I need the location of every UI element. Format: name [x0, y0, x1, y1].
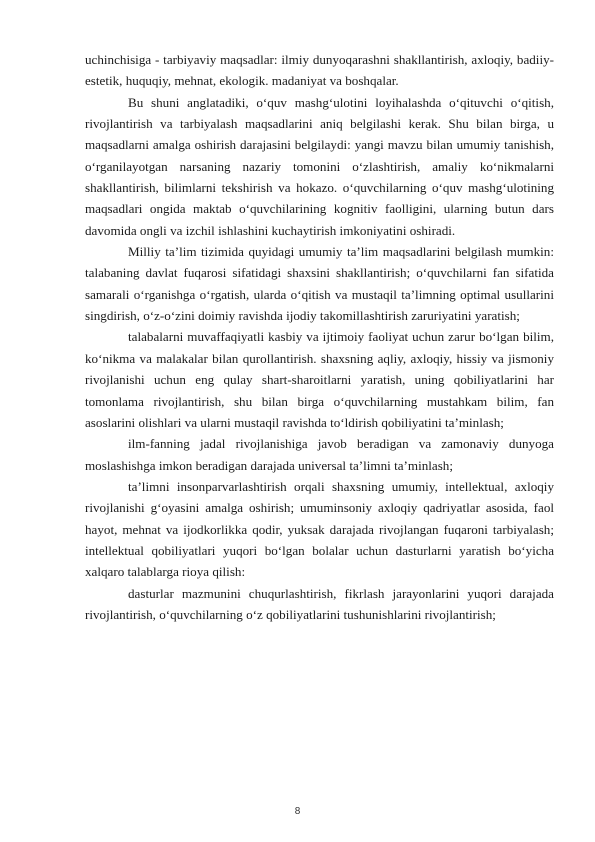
paragraph-student-skills: talabalarni muvaffaqiyatli kasbiy va ijtimoiy faoliyat uchun zarur bo‘lgan bilim, ko‘nikma va malakalar bilan qurollantirish. shaxsning aqliy, axloqiy, hissiy va jismoniy rivojlanishi uchun eng qulay shart-sharoitlarni yaratish, uning qobiliyatlarini har tomonlama rivojlantirish, shu bilan birga o‘quvchilarning mustahkam bilim, fan asoslarini olishlari va ularni mustaqil ravishda to‘ldirish qobiliyatini ta’minlash;	[85, 329, 554, 430]
document-body	[85, 49, 554, 625]
paragraph-national-education-goals: Milliy ta’lim tizimida quyidagi umumiy ta’lim maqsadlarini belgilash mumkin: talabaning davlat fuqarosi sifatidagi shaxsini shakllantirish; o‘quvchilarni fan sifatida samarali o‘rganishga o‘rgatish, ularda o‘qitish va mustaqil ta’limning optimal usullarini singdirish, o‘z-o‘zini doimiy ravishda ijodiy takomillashtirish zaruriyatini yaratish;	[85, 244, 554, 324]
page-number: 8	[294, 806, 301, 817]
paragraph-program-content: dasturlar mazmunini chuqurlashtirish, fikrlash jarayonlarini yuqori darajada rivojlantirish, o‘quvchilarning o‘z qobiliyatlarini tushunishlarini rivojlantirish;	[85, 585, 554, 622]
paragraph-universal-education: ilm-fanning jadal rivojlanishiga javob beradigan va zamonaviy dunyoga moslashishga imkon beradigan darajada universal ta’limni ta’minlash;	[85, 436, 554, 473]
paragraph-lesson-design: Bu shuni anglatadiki, o‘quv mashg‘ulotini loyihalashda o‘qituvchi o‘qitish, rivojlantirish va tarbiyalash maqsadlarini aniq belgilashi kerak. Shu bilan birga, u maqsadlarni amalga oshirish darajasini belgilaydi: yangi mavzu bilan umumiy tanishish, o‘rganilayotgan narsaning nazariy tomonini o‘zlashtirish, amaliy ko‘nikmalarni shakllantirish, bilimlarni tekshirish va hokazo. o‘quvchilarning o‘quv mashg‘ulotining maqsadlari ongida maktab o‘quvchilarining kognitiv faolligini, ularning butun dars davomida ongli va izchil ishlashini kuchaytirish imkoniyatini oshiradi.	[85, 94, 554, 238]
paragraph-educational-goals: uchinchisiga - tarbiyaviy maqsadlar: ilmiy dunyoqarashni shakllantirish, axloqiy, badiiy-estetik, huquqiy, mehnat, ekologik. madaniyat va boshqalar.	[85, 52, 554, 89]
paragraph-humanization: ta’limni insonparvarlashtirish orqali shaxsning umumiy, intellektual, axloqiy rivojlanishi g‘oyasini amalga oshirish; umuminsoniy axloqiy qadriyatlar asosida, faol hayot, mehnat va ijodkorlikka qodir, yuksak darajada rivojlangan fuqaroni tarbiyalash; intellektual qobiliyatlari yuqori bo‘lgan bolalar uchun dasturlarni yaratish bo‘yicha xalqaro talablarga rioya qilish:	[85, 478, 554, 580]
